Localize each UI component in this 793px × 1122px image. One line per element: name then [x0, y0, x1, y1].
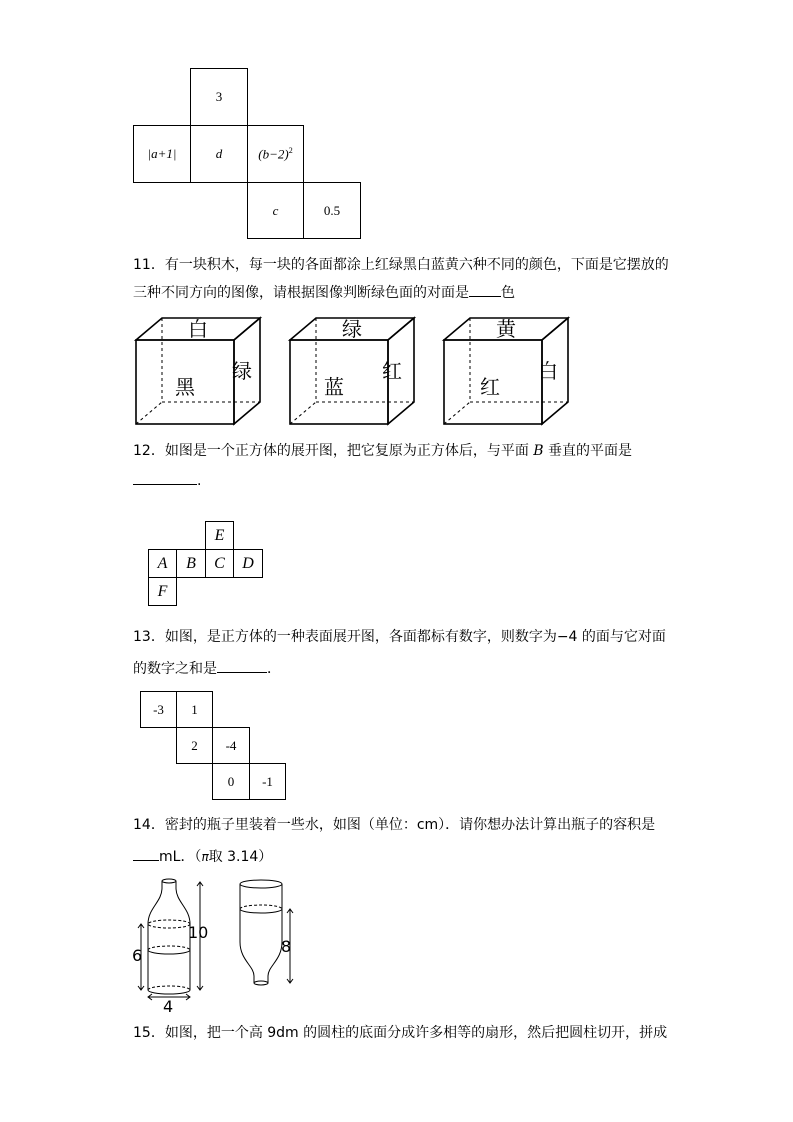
net-cell-b: 1 [176, 691, 213, 728]
net-cell-D: D [233, 549, 263, 578]
cube-3-top: 黄 [496, 317, 516, 341]
cube-3-side: 白 [538, 359, 558, 383]
cube-2 [290, 317, 414, 424]
cube-3-front: 红 [480, 375, 500, 399]
answer-blank[interactable] [133, 470, 197, 485]
label-height-8: 8 [281, 937, 292, 956]
cube-1-top: 白 [188, 317, 208, 341]
inverted-bottle [240, 880, 293, 985]
question-11-line2: 三种不同方向的图像，请根据图像判断绿色面的对面是 色 [133, 282, 515, 304]
upright-bottle [132, 879, 208, 1012]
net-cell-F: F [148, 577, 177, 606]
cube-1 [136, 317, 260, 424]
answer-blank[interactable] [133, 846, 159, 861]
net-cell-left: |a+1| [133, 125, 191, 183]
question-13-line1: 13．如图，是正方体的一种表面展开图，各面都标有数字，则数字为−4 的面与它对面 [133, 629, 666, 645]
question-11-line1: 11．有一块积木，每一块的各面都涂上红绿黑白蓝黄六种不同的颜色，下面是它摆放的 [133, 257, 669, 273]
net-cell-bottom-mid: c [247, 182, 304, 239]
net-cell-f: -1 [249, 763, 286, 800]
net-cell-right: $(b-2)^2$ [247, 125, 304, 183]
answer-blank[interactable] [469, 282, 501, 297]
net-cell-center: d [190, 125, 248, 183]
cube-2-side: 红 [382, 359, 402, 383]
net-cell-bottom-right: 0.5 [303, 182, 361, 239]
colored-cubes-figure [130, 312, 580, 428]
net-cell-a: -3 [140, 691, 177, 728]
question-12-line2: . [133, 470, 201, 492]
question-12-line1: 12．如图是一个正方体的展开图，把它复原为正方体后，与平面 B 垂直的平面是 [133, 443, 633, 459]
label-height-10: 10 [188, 923, 209, 942]
question-14-line1: 14．密封的瓶子里装着一些水，如图（单位：cm）．请你想办法计算出瓶子的容积是 [133, 817, 656, 833]
net-cell-B: B [176, 549, 206, 578]
net-cell-A: A [148, 549, 177, 578]
question-15-line1: 15．如图，把一个高 9dm 的圆柱的底面分成许多相等的扇形，然后把圆柱切开，拼成 [133, 1025, 668, 1041]
net-cell-d: -4 [212, 727, 250, 764]
cube-2-top: 绿 [342, 317, 362, 341]
question-13-line2: 的数字之和是 ． [133, 658, 281, 680]
answer-blank[interactable] [217, 658, 267, 673]
net-cell-e: 0 [212, 763, 250, 800]
net-cell-C: C [205, 549, 234, 578]
question-14-line2: mL．（π取 3.14） [133, 846, 272, 868]
cube-1-side: 绿 [232, 359, 252, 383]
label-height-6: 6 [132, 946, 143, 965]
cube-3 [444, 317, 568, 424]
net-cell-c: 2 [176, 727, 213, 764]
net-cell-top: 3 [190, 68, 248, 126]
cube-1-front: 黑 [175, 375, 195, 399]
bottle-figure [130, 872, 320, 1012]
net-cell-E: E [205, 521, 234, 550]
label-width-4: 4 [163, 997, 174, 1012]
cube-2-front: 蓝 [324, 375, 344, 399]
